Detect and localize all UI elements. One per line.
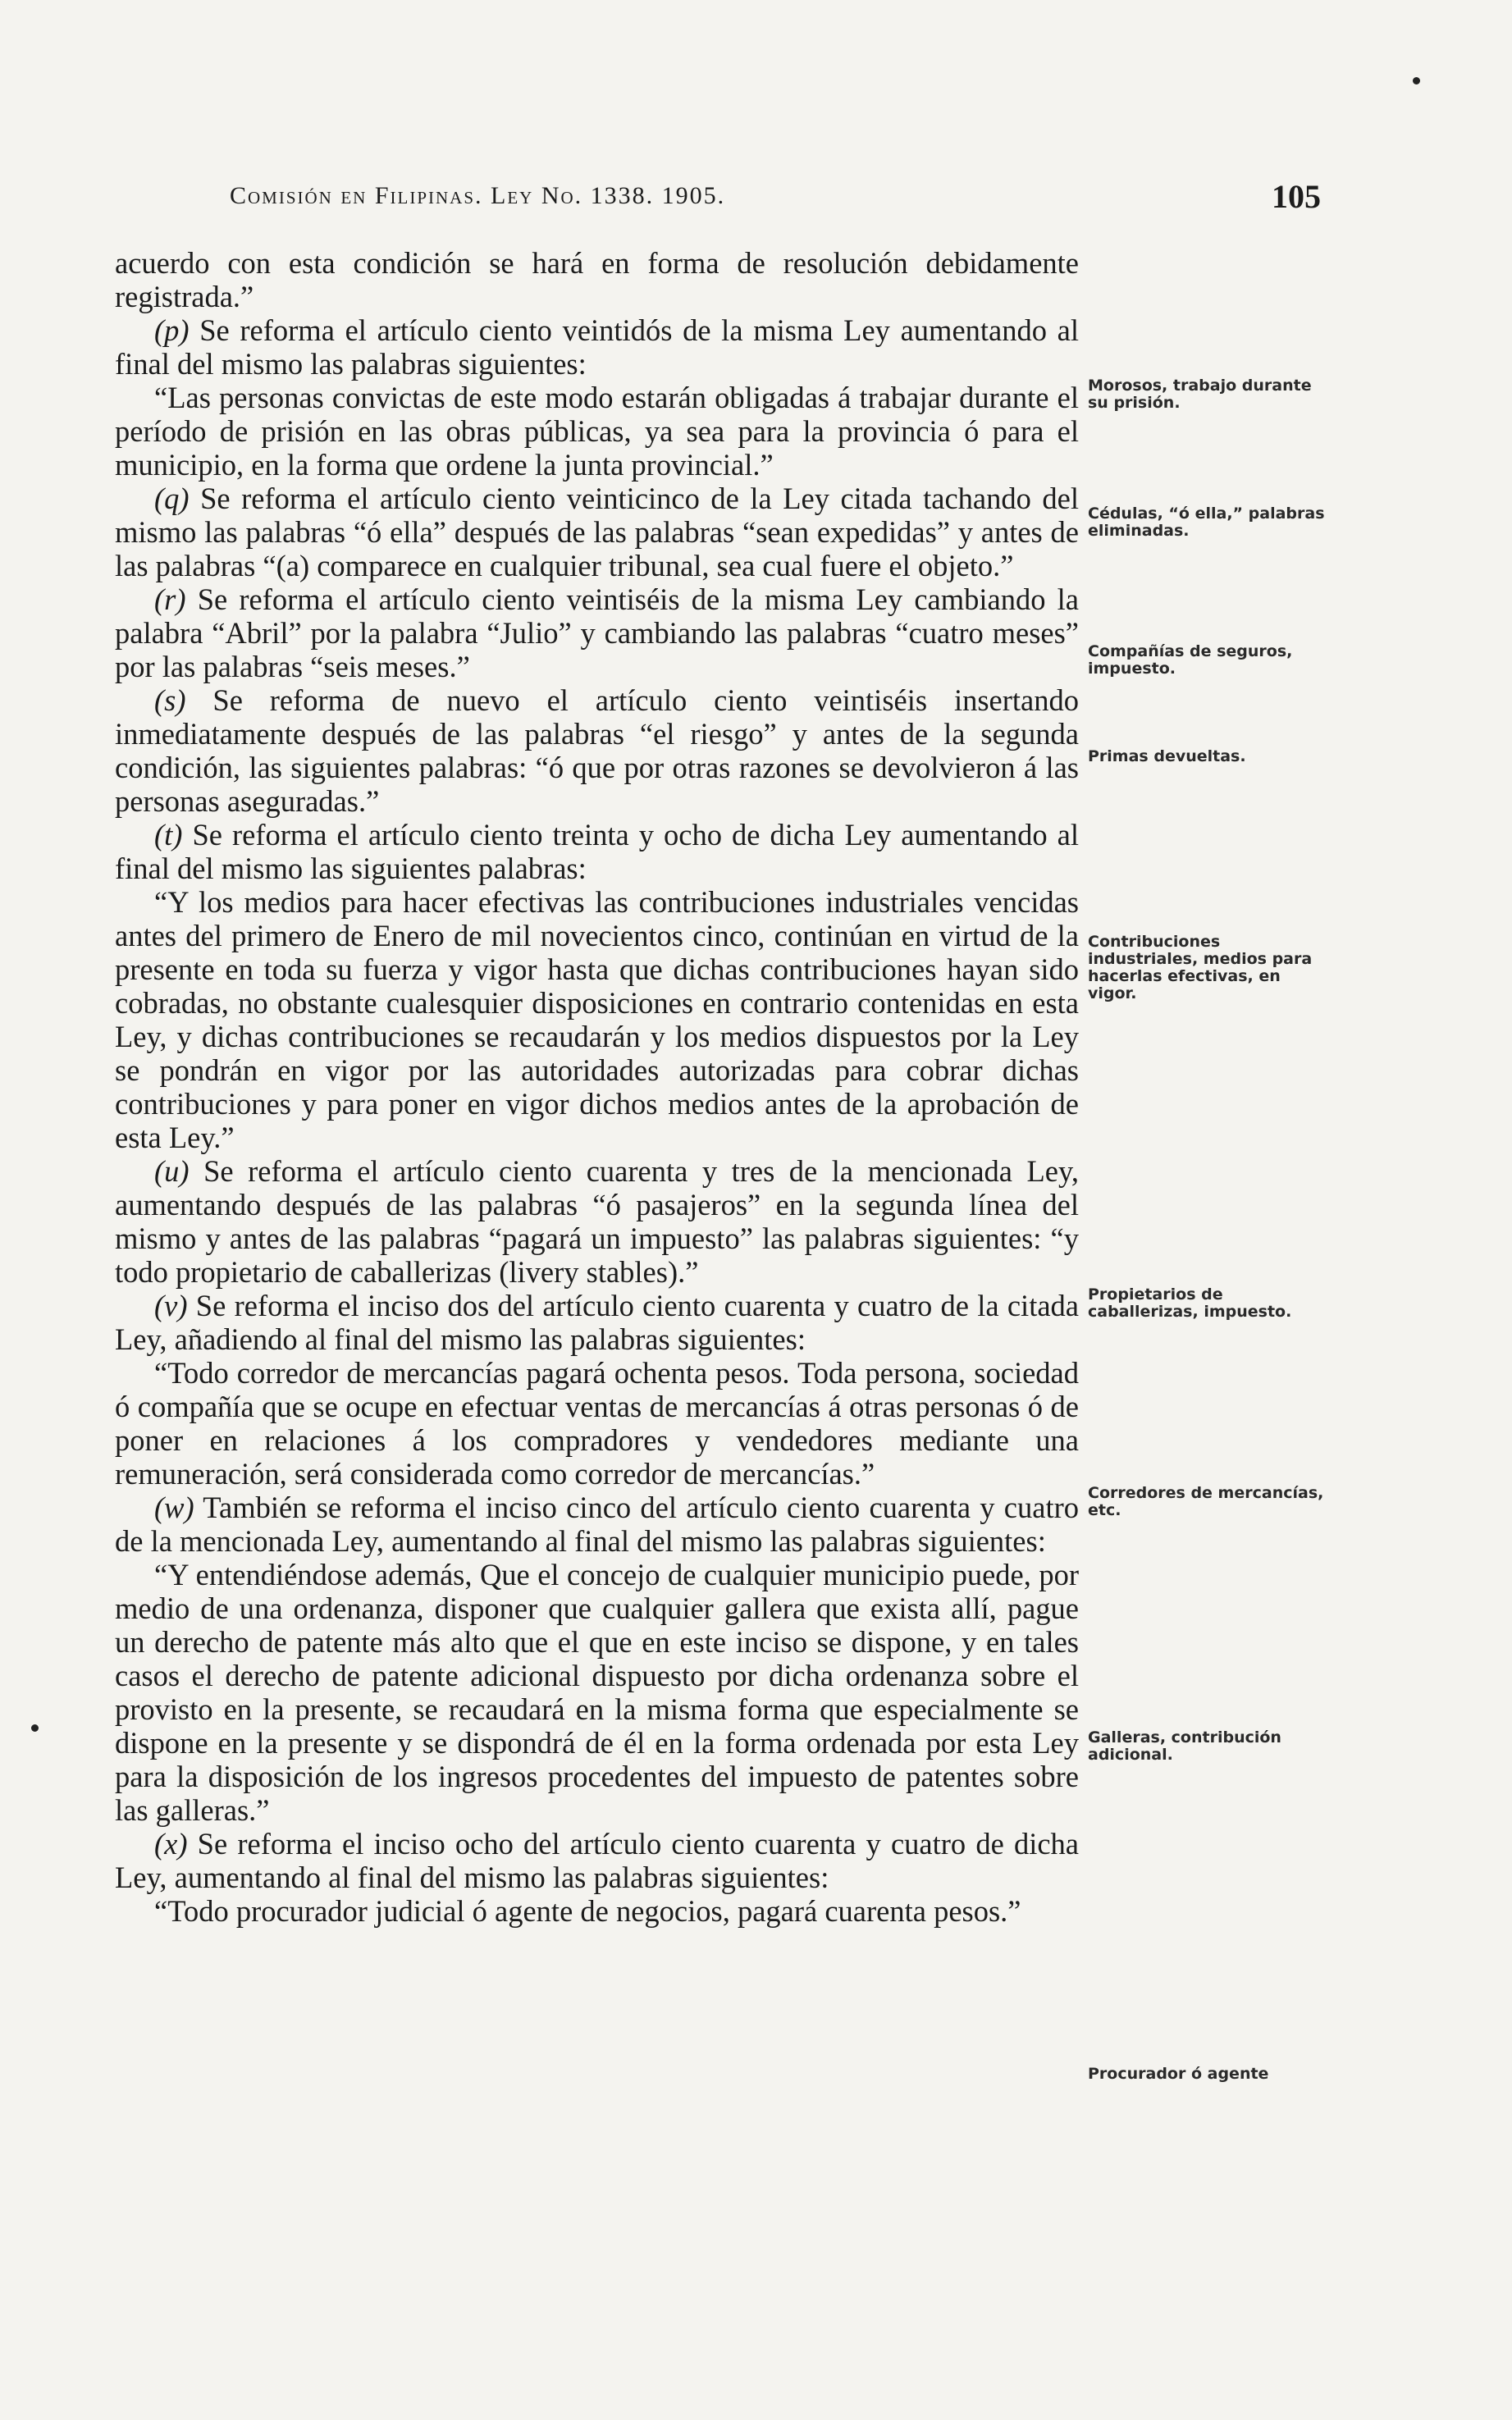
quote-p: “Las personas convictas de este modo estarán obligadas á trabajar durante el período de prisión en las obras públicas, ya sea para la provincia ó para el municipio, en la forma que ordene la junta provincial.”: [115, 381, 1079, 482]
margin-note: Contribuciones industriales, medios para hacerlas efectivas, en vigor.: [1088, 933, 1313, 1002]
paragraph-continuation: acuerdo con esta condición se hará en forma de resolución debidamente registrada.”: [115, 246, 1079, 313]
item-label: (t): [154, 818, 183, 852]
item-label: (s): [154, 683, 186, 717]
item-label: (p): [154, 313, 190, 347]
item-label: (w): [154, 1491, 194, 1524]
item-label: (v): [154, 1289, 188, 1322]
margin-note: Corredores de mercancías, etc.: [1088, 1484, 1324, 1519]
running-head: Comisión en Filipinas. Ley No. 1338. 1905.: [230, 182, 726, 209]
paragraph-u: (u) Se reforma el artículo ciento cuarenta y tres de la mencionada Ley, aumentando después de las palabras “ó pasajeros” en la segunda línea del mismo y antes de las palabras “pagará un impuesto” las palabras siguientes: “y todo propietario de caballerizas (livery stables).”: [115, 1154, 1079, 1289]
paragraph-s: (s) Se reforma de nuevo el artículo ciento veintiséis insertando inmediatamente después de las palabras “el riesgo” y antes de la segunda condición, las siguientes palabras: “ó que por otras razones se devolvieron á las personas aseguradas.”: [115, 683, 1079, 818]
item-label: (q): [154, 482, 190, 515]
margin-note: Morosos, trabajo durante su prisión.: [1088, 377, 1312, 412]
paragraph-r: (r) Se reforma el artículo ciento veintiséis de la misma Ley cambiando la palabra “Abril” por la palabra “Julio” y cambiando las palabras “cuatro meses” por las palabras “seis meses.”: [115, 582, 1079, 683]
body-text: [115, 246, 1079, 1928]
margin-note: Procurador ó agente: [1088, 2065, 1269, 2083]
ink-speck: [1413, 77, 1420, 84]
page-number: 105: [1272, 178, 1321, 215]
paragraph-x: (x) Se reforma el inciso ocho del artículo ciento cuarenta y cuatro de dicha Ley, aumentando al final del mismo las palabras siguientes:: [115, 1827, 1079, 1894]
margin-note: Compañías de seguros, impuesto.: [1088, 642, 1293, 678]
margin-note: Galleras, contribución adicional.: [1088, 1728, 1281, 1764]
paragraph-v: (v) Se reforma el inciso dos del artículo ciento cuarenta y cuatro de la citada Ley, añadiendo al final del mismo las palabras siguientes:: [115, 1289, 1079, 1356]
page-header: [115, 176, 1321, 225]
quote-v: “Todo corredor de mercancías pagará ochenta pesos. Toda persona, sociedad ó compañía que se ocupe en efectuar ventas de mercancías á otras personas ó de poner en relaciones á los compradores y vendedores mediante una remuneración, será considerada como corredor de mercancías.”: [115, 1356, 1079, 1491]
quote-t: “Y los medios para hacer efectivas las contribuciones industriales vencidas antes del primero de Enero de mil novecientos cinco, continúan en virtud de la presente en toda su fuerza y vigor hasta que dichas contribuciones hayan sido cobradas, no obstante cualesquier disposiciones en contrario contenidas en esta Ley, y dichas contribuciones se recaudarán y los medios dispuestos por la Ley se pondrán en vigor por las autoridades autorizadas para cobrar dichas contribuciones y para poner en vigor dichos medios antes de la aprobación de esta Ley.”: [115, 885, 1079, 1154]
item-label: (r): [154, 582, 186, 616]
margin-note: Primas devueltas.: [1088, 747, 1246, 765]
quote-w: “Y entendiéndose además, Que el concejo de cualquier municipio puede, por medio de una ordenanza, disponer que cualquier gallera que exista allí, pague un derecho de patente más alto que el que en este inciso se dispone, y en tales casos el derecho de patente adicional dispuesto por dicha ordenanza sobre el provisto en la presente, se recaudará en la misma forma que especialmente se dispone en la presente y se dispondrá de él en la forma ordenada por esta Ley para la disposición de los ingresos procedentes del impuesto de patentes sobre las galleras.”: [115, 1558, 1079, 1827]
ink-speck: [31, 1724, 39, 1732]
quote-x: “Todo procurador judicial ó agente de negocios, pagará cuarenta pesos.”: [154, 1894, 1021, 1928]
margin-note: Propietarios de caballerizas, impuesto.: [1088, 1285, 1292, 1321]
item-label: (x): [154, 1827, 188, 1861]
item-label: (u): [154, 1154, 190, 1188]
paragraph-p: (p) Se reforma el artículo ciento veintidós de la misma Ley aumentando al final del mismo las palabras siguientes:: [115, 313, 1079, 381]
paragraph-w: (w) También se reforma el inciso cinco del artículo ciento cuarenta y cuatro de la mencionada Ley, aumentando al final del mismo las palabras siguientes:: [115, 1491, 1079, 1558]
paragraph-t: (t) Se reforma el artículo ciento treinta y ocho de dicha Ley aumentando al final del mismo las siguientes palabras:: [115, 818, 1079, 885]
paragraph-q: (q) Se reforma el artículo ciento veinticinco de la Ley citada tachando del mismo las palabras “ó ella” después de las palabras “sean expedidas” y antes de las palabras “(a) comparece en cualquier tribunal, sea cual fuere el objeto.”: [115, 482, 1079, 582]
margin-notes: [1088, 246, 1327, 2297]
margin-note: Cédulas, “ó ella,” palabras eliminadas.: [1088, 505, 1325, 540]
